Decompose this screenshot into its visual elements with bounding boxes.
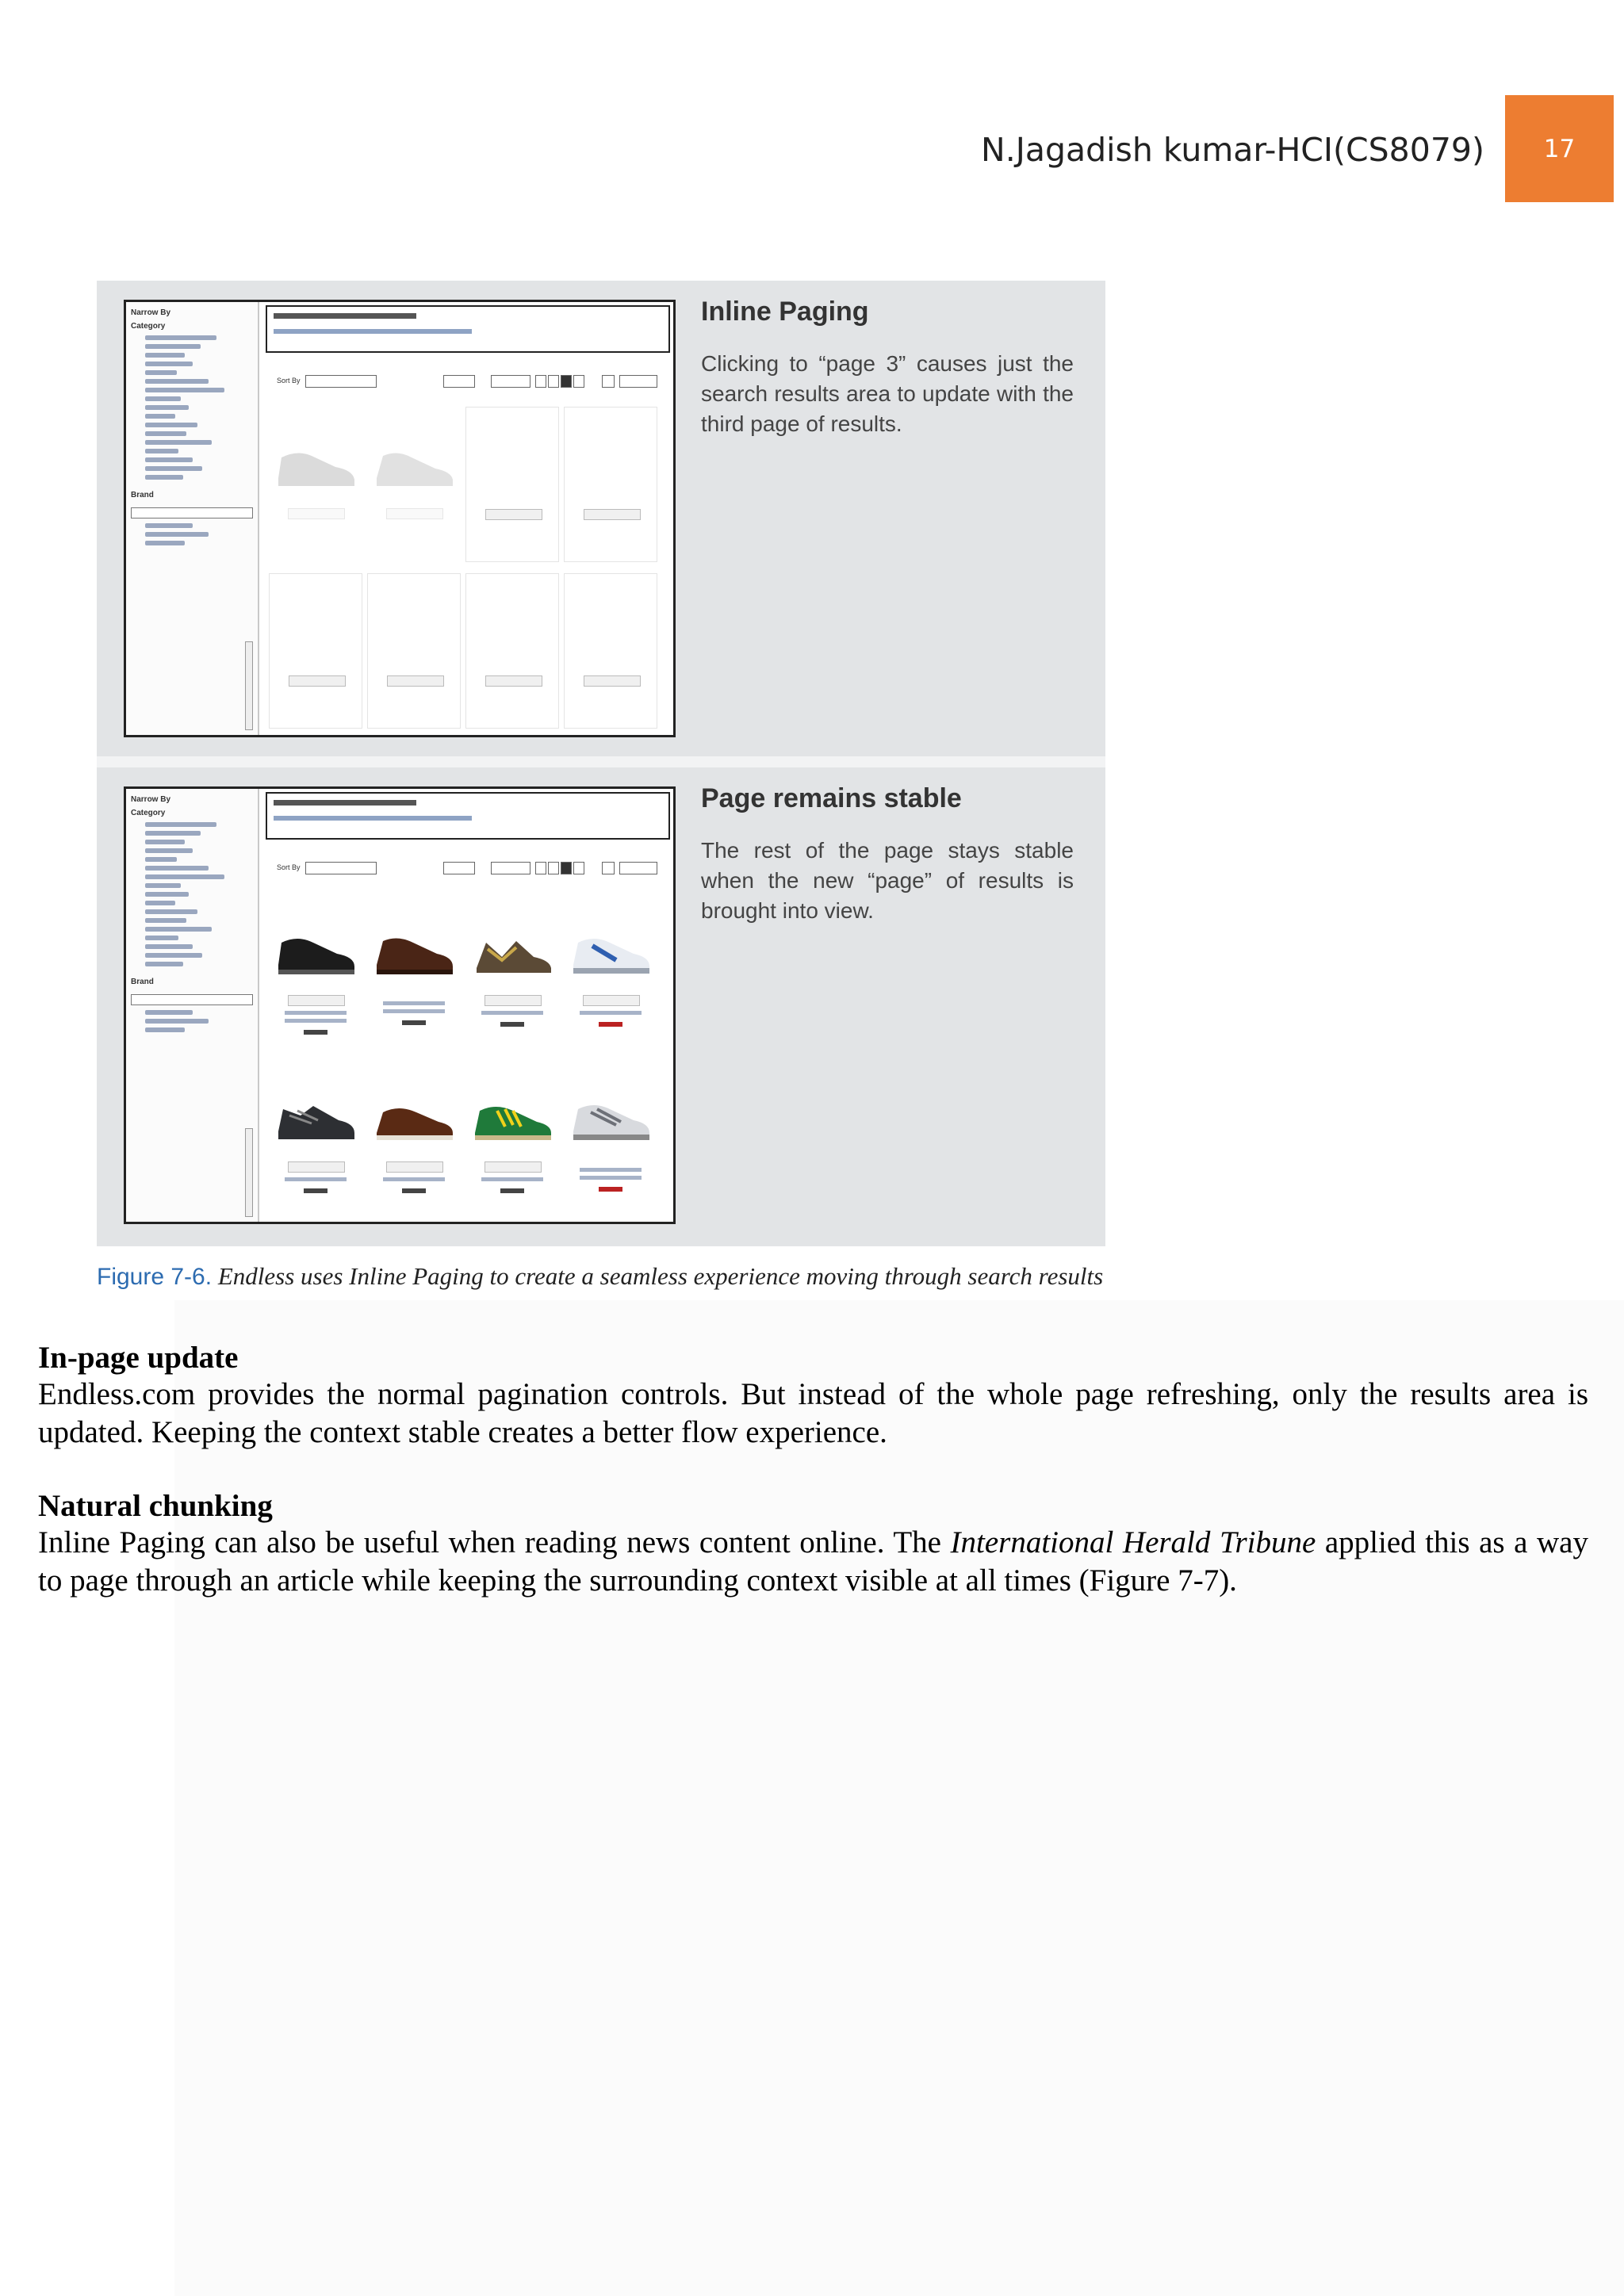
figure-caption-number: Figure 7-6. <box>97 1264 213 1290</box>
sidebar-scrollbar <box>245 1128 253 1217</box>
result-cell <box>564 1060 657 1215</box>
sidebar-line <box>145 901 175 905</box>
sidebar-line <box>145 449 178 453</box>
sidebar-line <box>145 344 201 349</box>
sidebar-line <box>145 1010 193 1015</box>
result-cell <box>269 1060 362 1215</box>
panel-body: The rest of the page stays stable when the new “page” of results is brought into view. <box>701 838 1074 923</box>
screenshot-endless-page3 <box>124 300 676 737</box>
sidebar-line <box>145 414 175 419</box>
sidebar-line <box>145 944 193 949</box>
sidebar-line <box>145 1027 185 1032</box>
shoe-image <box>372 925 456 981</box>
section-heading-in-page-update: In-page update <box>38 1341 239 1375</box>
sidebar-line <box>145 874 224 879</box>
sidebar-line <box>145 423 197 427</box>
sidebar-line <box>145 918 186 923</box>
shoe-image <box>372 1092 456 1147</box>
screenshot-sidebar <box>126 789 259 1222</box>
result-cell <box>465 407 559 562</box>
sidebar-line <box>145 541 185 545</box>
sidebar-line <box>145 840 185 844</box>
sidebar-brand: Brand <box>131 978 154 986</box>
figure-7-6 <box>97 281 1105 1246</box>
publication-name: International Herald Tribune <box>950 1525 1316 1559</box>
results-grid <box>269 894 665 1219</box>
sidebar-scrollbar <box>245 641 253 730</box>
sidebar-line <box>145 475 183 480</box>
result-cell <box>269 894 362 1049</box>
sidebar-narrow-by: Narrow By <box>131 795 171 804</box>
sidebar-line <box>145 466 202 471</box>
sidebar-line <box>145 431 186 436</box>
sidebar-line <box>145 1019 209 1024</box>
sidebar-line <box>145 532 209 537</box>
section-paragraph-in-page-update: Endless.com provides the normal pagination controls. But instead of the whole page refreshing, only the results area is updated. Keeping the context stable creates a better flow experience. <box>38 1377 1588 1449</box>
result-cell <box>367 1060 461 1215</box>
sidebar-brand-input <box>131 994 253 1005</box>
panel-body: Clicking to “page 3” causes just the search results area to update with the third page of results. <box>701 351 1074 436</box>
figure-divider <box>97 756 1105 767</box>
sidebar-line <box>145 962 183 966</box>
sidebar-line <box>145 953 202 958</box>
shoe-image <box>274 925 358 981</box>
sidebar-category: Category <box>131 322 166 331</box>
sidebar-line <box>145 822 216 827</box>
panel-title: Inline Paging <box>701 297 869 327</box>
screenshot-sidebar <box>126 302 259 735</box>
result-cell <box>269 573 362 729</box>
result-cell <box>564 894 657 1049</box>
sidebar-category: Category <box>131 809 166 817</box>
sidebar-line <box>145 909 197 914</box>
sidebar-line <box>145 848 193 853</box>
sidebar-line <box>145 892 189 897</box>
section-paragraph-natural-chunking: Inline Paging can also be useful when reading news content online. The International Herald Tribune applied this as a way to page through an article while keeping the surrounding context visible at all times (Figure 7-7). <box>38 1525 1588 1598</box>
sidebar-line <box>145 927 212 932</box>
sidebar-line <box>145 457 193 462</box>
sidebar-line <box>145 883 181 888</box>
page-number-badge: 17 <box>1505 95 1614 202</box>
shoe-image <box>274 438 358 494</box>
sidebar-line <box>145 396 181 401</box>
figure-caption-text: Endless uses Inline Paging to create a seamless experience moving through search results <box>217 1262 1104 1290</box>
shoe-image <box>470 1092 554 1147</box>
sidebar-line <box>145 353 185 358</box>
sidebar-brand: Brand <box>131 491 154 499</box>
sidebar-line <box>145 857 177 862</box>
sidebar-line <box>145 362 193 366</box>
sidebar-line <box>145 440 212 445</box>
sidebar-line <box>145 379 209 384</box>
sidebar-line <box>145 405 189 410</box>
result-cell <box>465 894 559 1049</box>
result-cell <box>367 894 461 1049</box>
shoe-image <box>274 1092 358 1147</box>
result-cell <box>465 573 559 729</box>
figure-panel-inline-paging <box>97 281 1105 756</box>
pagination-controls: Sort By <box>277 373 665 391</box>
shoe-image <box>372 438 456 494</box>
shoe-image <box>569 1092 653 1147</box>
screenshot-endless-results <box>124 786 676 1224</box>
result-cell <box>564 573 657 729</box>
results-summary-box <box>266 305 670 353</box>
sidebar-narrow-by: Narrow By <box>131 308 171 317</box>
result-cell <box>367 573 461 729</box>
sidebar-line <box>145 335 216 340</box>
section-heading-natural-chunking: Natural chunking <box>38 1489 273 1523</box>
result-cell <box>465 1060 559 1215</box>
sidebar-line <box>145 831 201 836</box>
sidebar-line <box>145 866 209 871</box>
figure-panel-page-stable <box>97 767 1105 1243</box>
sidebar-line <box>145 523 193 528</box>
shoe-image <box>470 925 554 981</box>
pagination-controls: Sort By <box>277 860 665 878</box>
result-cell <box>269 407 362 562</box>
result-cell <box>367 407 461 562</box>
figure-caption <box>97 1262 1128 1291</box>
sidebar-line <box>145 936 178 940</box>
panel-title: Page remains stable <box>701 783 962 813</box>
results-summary-box <box>266 792 670 840</box>
sidebar-line <box>145 370 177 375</box>
result-cell <box>564 407 657 562</box>
sidebar-line <box>145 388 224 392</box>
header-author: N.Jagadish kumar-HCI(CS8079) <box>981 131 1484 169</box>
shoe-image <box>569 925 653 981</box>
sidebar-brand-input <box>131 507 253 519</box>
results-grid-loading <box>269 407 665 732</box>
